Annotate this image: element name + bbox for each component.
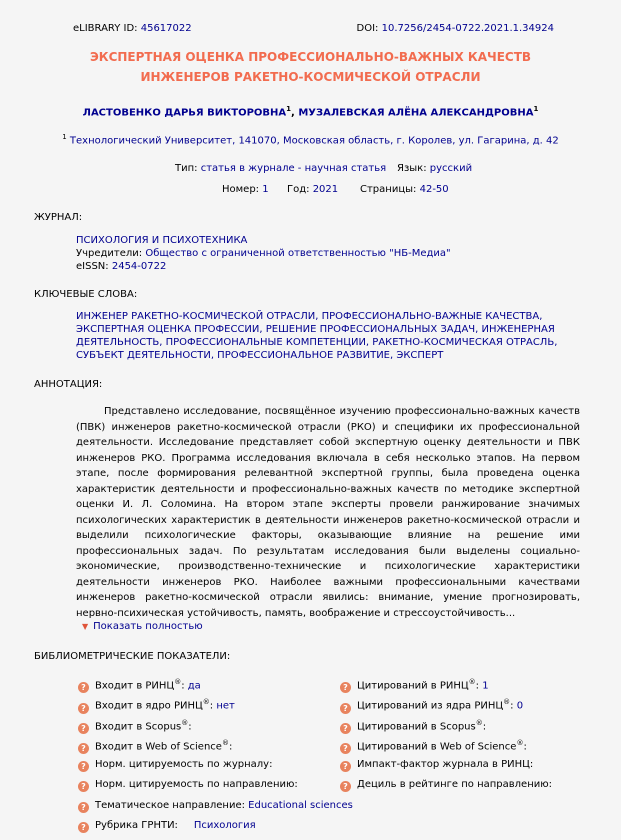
author-2-link[interactable]: МУЗАЛЕВСКАЯ АЛЁНА АЛЕКСАНДРОВНА — [298, 107, 534, 119]
biblio-item: ? Импакт-фактор журнала в РИНЦ: — [340, 759, 600, 779]
question-icon[interactable]: ? — [78, 723, 89, 734]
question-icon[interactable]: ? — [78, 703, 89, 714]
biblio-item: ? Норм. цитируемость по направлению: — [78, 779, 338, 799]
biblio-item: ? Цитирований из ядра РИНЦ®: 0 — [340, 698, 600, 718]
authors: ЛАСТОВЕНКО ДАРЬЯ ВИКТОРОВНА$^1$, МУЗАЛЕВСКАЯ АЛЁНА АЛЕКСАНДРОВНА$^1$ — [82, 105, 539, 119]
affiliation: $^1$ Технологический Университет, 141070, Московская область, г. Королев, ул. Гагарина, д. 42 — [62, 133, 559, 147]
article-language: Язык: русский — [397, 163, 473, 174]
page-range: Страницы: 42-50 — [360, 184, 449, 195]
journal-founders: Учредители: Общество с ограниченной ответственностью "НБ-Медиа" — [76, 248, 451, 259]
question-icon[interactable]: ? — [340, 682, 351, 693]
journal-block — [76, 234, 596, 273]
keywords-line[interactable]: ЭКСПЕРТНАЯ ОЦЕНКА ПРОФЕССИИ, РЕШЕНИЕ ПРОФЕССИОНАЛЬНЫХ ЗАДАЧ, ИНЖЕНЕРНАЯ — [76, 324, 555, 335]
biblio-item: ? Цитирований в Scopus®: — [340, 719, 600, 739]
issue-number: Номер: 1 — [222, 184, 269, 195]
keywords-line[interactable]: СУБЪЕКТ ДЕЯТЕЛЬНОСТИ, ПРОФЕССИОНАЛЬНОЕ РАЗВИТИЕ, ЭКСПЕРТ — [76, 350, 444, 361]
biblio-item: ? Тематическое направление: Educational sciences — [78, 800, 338, 820]
biblio-item: ? Входит в ядро РИНЦ®: нет — [78, 698, 338, 718]
biblio-item: ? Норм. цитируемость по журналу: — [78, 759, 338, 779]
triangle-down-icon: ▼ — [82, 622, 89, 631]
keywords-list — [76, 310, 596, 362]
biblio-item: ? Входит в Web of Science®: — [78, 739, 338, 759]
abstract-text: Представлено исследование, посвящённое изучению профессионально-важных качеств (ПВК) инженеров ракетно-космической отрасли (РКО) и специфики их профессиональной деятельности. Исследование представляет собой экспертную оценку деятельности и ПВК инженеров РКО. Программа исследования включала в себя несколько этапов. На первом этапе, после формирования релевантной экспертной группы, была проведена оценка характеристик деятельности и профессионально-важных качеств по методике экспертной оценки И. Л. Соломина. На втором этапе эксперты провели ранжирование значимых психологических характеристик в деятельности инженеров ракетно-космической отрасли и выделили психологические факторы, оказывающие влияние на решение ими профессиональных задач. По результатам исследования были выделены социально-экономические, производственно-технические и психологические характеристики деятельности инженеров РКО. Наиболее важными профессиональными качествами инженеров ракетно-космической отрасли явились: внимание, умение прогнозировать, нервно-психическая устойчивость, память, воображение и стрессоустойчивость... — [76, 406, 580, 619]
issue-number-link[interactable]: 1 — [262, 184, 269, 195]
question-icon[interactable]: ? — [78, 761, 89, 772]
question-icon[interactable]: ? — [78, 822, 89, 833]
article-title-line-1: ЭКСПЕРТНАЯ ОЦЕНКА ПРОФЕССИОНАЛЬНО-ВАЖНЫХ КАЧЕСТВ — [89, 50, 532, 64]
question-icon[interactable]: ? — [78, 682, 89, 693]
biblio-item: ? Входит в РИНЦ®: да — [78, 678, 338, 698]
journal-heading: ЖУРНАЛ: — [34, 212, 83, 223]
question-icon[interactable]: ? — [340, 703, 351, 714]
keywords-line[interactable]: ИНЖЕНЕР РАКЕТНО-КОСМИЧЕСКОЙ ОТРАСЛИ, ПРОФЕССИОНАЛЬНО-ВАЖНЫЕ КАЧЕСТВА, — [76, 311, 543, 322]
question-icon[interactable]: ? — [340, 761, 351, 772]
elibrary-id-link[interactable]: 45617022 — [140, 23, 192, 34]
biblio-left-column — [78, 678, 353, 840]
issue-year: Год: 2021 — [287, 184, 339, 195]
biblio-item: ? Дециль в рейтинге по направлению: — [340, 779, 600, 799]
biblio-item: ? Рубрика ГРНТИ: Психология — [78, 820, 338, 840]
doi: DOI: 10.7256/2454-0722.2021.1.34924 — [356, 23, 554, 34]
biblio-item: ? Цитирований в Web of Science®: — [340, 739, 600, 759]
issue-year-link[interactable]: 2021 — [312, 184, 339, 195]
affiliation-link[interactable]: Технологический Университет, 141070, Московская область, г. Королев, ул. Гагарина, д. 42 — [69, 135, 559, 147]
biblio-right-column — [340, 678, 600, 800]
article-type: Тип: статья в журнале - научная статья — [175, 163, 387, 174]
keywords-heading: КЛЮЧЕВЫЕ СЛОВА: — [34, 289, 138, 300]
question-icon[interactable]: ? — [78, 802, 89, 813]
keywords-line[interactable]: ДЕЯТЕЛЬНОСТЬ, ПРОФЕССИОНАЛЬНЫЕ КОМПЕТЕНЦИИ, РАКЕТНО-КОСМИЧЕСКАЯ ОТРАСЛЬ, — [76, 337, 558, 348]
elibrary-id: eLIBRARY ID: 45617022 — [73, 23, 192, 34]
biblio-item: ? Цитирований в РИНЦ®: 1 — [340, 678, 600, 698]
question-icon[interactable]: ? — [340, 723, 351, 734]
article-title-line-2: ИНЖЕНЕРОВ РАКЕТНО-КОСМИЧЕСКОЙ ОТРАСЛИ — [140, 70, 481, 84]
question-icon[interactable]: ? — [78, 743, 89, 754]
doi-link[interactable]: 10.7256/2454-0722.2021.1.34924 — [381, 23, 554, 34]
question-icon[interactable]: ? — [340, 781, 351, 792]
biblio-item: ? Входит в Scopus®: — [78, 719, 338, 739]
grnti-rubric-link[interactable]: Психология — [193, 820, 256, 832]
show-more-button[interactable]: ▼ Показать полностью — [82, 621, 203, 632]
question-icon[interactable]: ? — [340, 743, 351, 754]
author-1-link[interactable]: ЛАСТОВЕНКО ДАРЬЯ ВИКТОРОВНА — [82, 107, 287, 119]
question-icon[interactable]: ? — [78, 781, 89, 792]
journal-eissn: eISSN: 2454-0722 — [76, 261, 167, 272]
biblio-heading: БИБЛИОМЕТРИЧЕСКИЕ ПОКАЗАТЕЛИ: — [34, 651, 231, 662]
journal-name-link[interactable]: ПСИХОЛОГИЯ И ПСИХОТЕХНИКА — [76, 235, 248, 246]
thematic-direction-link[interactable]: Educational sciences — [248, 799, 353, 811]
abstract-heading: АННОТАЦИЯ: — [34, 379, 103, 390]
